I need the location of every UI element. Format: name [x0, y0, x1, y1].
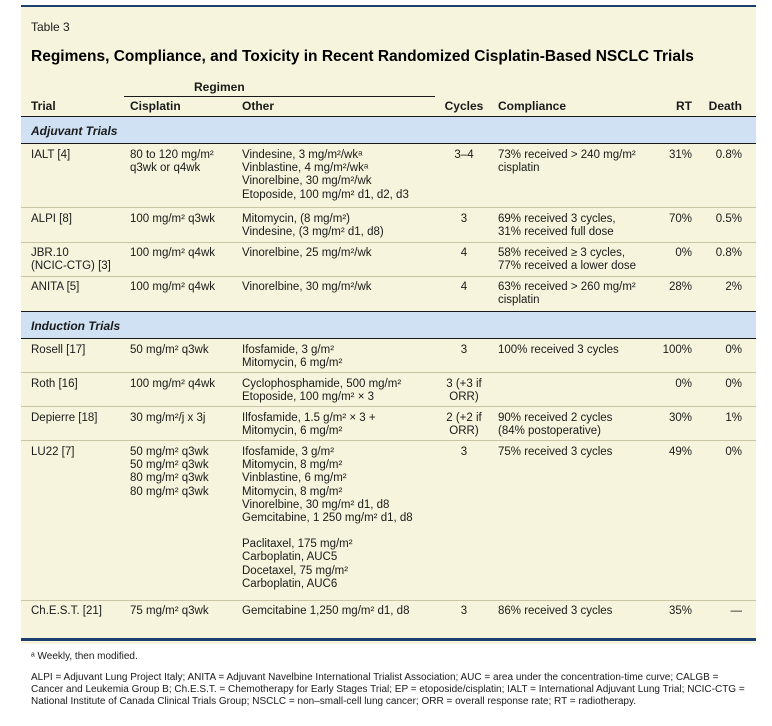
bottom-rule [21, 638, 756, 641]
cell-other-line: Mitomycin, (8 mg/m²) [242, 213, 350, 225]
cell-cycles [438, 344, 490, 357]
section-induction [21, 312, 756, 338]
cell-other-line: Ifosfamide, 3 g/m² [242, 344, 335, 356]
row-separator [21, 242, 756, 243]
footnote: ᵃ Weekly, then modified. [31, 651, 138, 662]
cell-cisplatin [130, 247, 215, 260]
cell-other-line: Vindesine, 3 mg/m²/wkᵃ [242, 149, 363, 161]
cell-cisplatin [130, 605, 209, 618]
cell-other-line: Mitomycin, 8 mg/m² [242, 459, 343, 472]
cell-trial [31, 412, 97, 425]
cell-death: 2% [725, 281, 742, 293]
abbreviations-note: ALPI = Adjuvant Lung Project Italy; ANITA = Adjuvant Navelbine International Trialist Association; AUC = area under the concentration-time curve; CALGB = Cancer and Leukemia Group B; Ch.E.S.T. = Chemotherapy for Early Stages Trial; EP = etoposide/cisplatin; IALT = International Adjuvant Lung Trial; NCIC-CTG = National Institute of Canada Clinical Trials Group; NSCLC = non–small-cell lung cancer; ORR = overall response rate; RT = radiotherapy. [31, 672, 745, 707]
cell-other-line: Vinorelbine, 30 mg/m²/wk [242, 175, 372, 188]
cell-other-line: Cyclophosphamide, 500 mg/m² [242, 378, 402, 390]
cell-rt: 28% [668, 281, 692, 293]
cell-death: 0.5% [715, 213, 742, 225]
cell-cisplatin-line: 30 mg/m²/j x 3j [130, 412, 206, 424]
cell-trial-line: Depierre [18] [31, 412, 98, 424]
cell-cycles-line: 3 [460, 344, 468, 356]
cell-trial-line: LU22 [7] [31, 446, 75, 458]
row-separator [21, 600, 756, 601]
row-separator [21, 372, 756, 373]
cell-trial-line: Roth [16] [31, 378, 78, 390]
cell-cisplatin [130, 378, 215, 391]
cell-other-line: Gemcitabine 1,250 mg/m² d1, d8 [242, 605, 410, 617]
table-title: Regimens, Compliance, and Toxicity in Recent Randomized Cisplatin-Based NSCLC Trials [31, 48, 694, 65]
cell-other [242, 213, 384, 239]
cell-cycles [438, 446, 490, 459]
cell-other [242, 247, 372, 260]
top-rule [21, 5, 756, 7]
cell-cycles-line: 2 (+2 if [446, 412, 482, 424]
cell-trial-line: Ch.E.S.T. [21] [31, 605, 102, 617]
section-adjuvant-label: Adjuvant Trials [31, 124, 118, 138]
section-induction-label: Induction Trials [31, 319, 121, 333]
cell-trial-line: Rosell [17] [31, 344, 86, 356]
cell-other [242, 446, 413, 591]
cell-rt: 70% [668, 213, 692, 225]
cell-other-line: Ifosfamide, 3 g/m² [242, 446, 335, 458]
cell-death: 0.8% [715, 247, 742, 259]
cell-cisplatin-line: 50 mg/m² q3wk [130, 344, 209, 356]
cell-rt: 49% [668, 446, 692, 458]
cell-cycles-line: 3 [460, 605, 468, 617]
cell-rt: 100% [662, 344, 692, 356]
cell-other-line: Vinorelbine, 30 mg/m²/wk [242, 281, 372, 293]
cell-cycles [438, 378, 490, 404]
cell-compliance [498, 149, 636, 175]
cell-trial [31, 213, 72, 226]
cell-trial-line: ANITA [5] [31, 281, 80, 293]
cell-compliance [498, 344, 619, 357]
cell-trial [31, 281, 79, 294]
cell-cycles [438, 247, 490, 260]
cell-cisplatin-line: 80 mg/m² q3wk [130, 472, 209, 485]
cell-death: 0% [725, 378, 742, 390]
cell-cisplatin-line: q3wk or q4wk [130, 162, 201, 175]
cell-death: — [730, 605, 742, 617]
cell-rt: 35% [668, 605, 692, 617]
cell-other-line: Docetaxel, 75 mg/m² [242, 564, 349, 577]
cell-cisplatin-line: 80 mg/m² q3wk [130, 485, 209, 498]
cell-cycles [438, 149, 490, 162]
row-separator [21, 440, 756, 441]
col-other: Other [242, 99, 275, 113]
cell-death: 0% [725, 446, 742, 458]
cell-other-line: Vinblastine, 4 mg/m²/wkᵃ [242, 162, 369, 175]
cell-cisplatin [130, 446, 209, 499]
cell-cycles-line: ORR) [449, 391, 479, 404]
cell-other-line: Vindesine, (3 mg/m² d1, d8) [242, 226, 384, 239]
cell-cisplatin-line: 75 mg/m² q3wk [130, 605, 209, 617]
cell-other-line: Paclitaxel, 175 mg/m² [242, 538, 353, 551]
cell-compliance-line: 75% received 3 cycles [498, 446, 613, 458]
cell-cisplatin-line: 100 mg/m² q4wk [130, 281, 216, 293]
cell-other-line: Vinorelbine, 30 mg/m² d1, d8 [242, 498, 390, 511]
cell-cisplatin [130, 344, 209, 357]
cell-other [242, 378, 401, 404]
cell-cycles [438, 605, 490, 618]
cell-other [242, 344, 342, 370]
cell-compliance-line: cisplatin [498, 162, 540, 175]
row-separator [21, 207, 756, 208]
cell-cisplatin-line: 100 mg/m² q3wk [130, 213, 216, 225]
cell-cycles-line: 3–4 [454, 149, 474, 161]
cell-cisplatin-line: 100 mg/m² q4wk [130, 247, 216, 259]
regimen-rule [124, 96, 435, 97]
cell-trial [31, 378, 78, 391]
cell-other-line: Mitomycin, 8 mg/m² [242, 485, 343, 498]
cell-compliance-line: 63% received > 260 mg/m² [498, 281, 636, 293]
row-separator [21, 406, 756, 407]
cell-trial-line: (NCIC-CTG) [3] [31, 260, 111, 273]
cell-other-line: Carboplatin, AUC5 [242, 551, 338, 564]
cell-other-line: Ilfosfamide, 1.5 g/m² × 3 + [242, 412, 376, 424]
cell-cisplatin [130, 149, 214, 175]
cell-other-line: Etoposide, 100 mg/m² × 3 [242, 391, 375, 404]
cell-other-line: Gemcitabine, 1 250 mg/m² d1, d8 [242, 512, 413, 525]
cell-trial [31, 446, 74, 459]
cell-compliance [498, 281, 636, 307]
cell-other-line: Etoposide, 100 mg/m² d1, d2, d3 [242, 188, 409, 201]
cell-compliance-line: (84% postoperative) [498, 425, 601, 438]
table-label: Table 3 [31, 20, 70, 34]
cell-cisplatin-line: 50 mg/m² q3wk [130, 446, 209, 458]
cell-other-line: Mitomycin, 6 mg/m² [242, 425, 343, 438]
cell-cycles [438, 213, 490, 226]
cell-other-line: Mitomycin, 6 mg/m² [242, 357, 343, 370]
cell-death: 1% [725, 412, 742, 424]
cell-other [242, 281, 372, 294]
cell-other [242, 605, 409, 618]
cell-cisplatin [130, 412, 205, 425]
col-cycles: Cycles [444, 99, 484, 113]
cell-other-line [242, 525, 413, 538]
cell-compliance-line: 90% received 2 cycles [498, 412, 613, 424]
cell-rt: 31% [668, 149, 692, 161]
col-death: Death [708, 99, 742, 113]
regimen-header: Regimen [194, 80, 245, 94]
row-separator [21, 276, 756, 277]
cell-compliance [498, 605, 612, 618]
cell-rt: 0% [675, 247, 692, 259]
col-compliance: Compliance [498, 99, 567, 113]
cell-cisplatin [130, 213, 215, 226]
cell-other-line: Carboplatin, AUC6 [242, 577, 338, 590]
cell-cycles [438, 412, 490, 438]
cell-trial-line: ALPI [8] [31, 213, 72, 225]
section-adjuvant-rule [21, 143, 756, 144]
cell-cisplatin-line: 80 to 120 mg/m² [130, 149, 214, 161]
col-trial: Trial [31, 99, 56, 113]
cell-cycles-line: 3 [460, 213, 468, 225]
cell-rt: 0% [675, 378, 692, 390]
cell-compliance-line: 69% received 3 cycles, [498, 213, 616, 225]
cell-trial [31, 149, 70, 162]
cell-compliance-line: 31% received full dose [498, 226, 614, 239]
cell-trial [31, 247, 111, 273]
cell-trial-line: JBR.10 [31, 247, 69, 259]
cell-other [242, 149, 409, 202]
cell-trial [31, 344, 85, 357]
cell-compliance-line: cisplatin [498, 294, 540, 307]
cell-cycles [438, 281, 490, 294]
section-induction-top-rule [21, 311, 756, 312]
cell-compliance-line: 73% received > 240 mg/m² [498, 149, 636, 161]
cell-compliance-line: 86% received 3 cycles [498, 605, 613, 617]
cell-cycles-line: 4 [460, 247, 468, 259]
col-cisplatin: Cisplatin [130, 99, 181, 113]
cell-compliance [498, 412, 612, 438]
cell-cisplatin-line: 100 mg/m² q4wk [130, 378, 216, 390]
section-adjuvant [21, 117, 756, 143]
cell-cisplatin-line: 50 mg/m² q3wk [130, 459, 209, 472]
cell-cycles-line: 3 [460, 446, 468, 458]
cell-cycles-line: 4 [460, 281, 468, 293]
section-induction-rule [21, 338, 756, 339]
cell-compliance [498, 247, 636, 273]
cell-death: 0.8% [715, 149, 742, 161]
col-rt: RT [676, 99, 692, 113]
cell-rt: 30% [668, 412, 692, 424]
cell-compliance-line: 100% received 3 cycles [498, 344, 619, 356]
cell-other-line: Vinorelbine, 25 mg/m²/wk [242, 247, 372, 259]
cell-other-line: Vinblastine, 6 mg/m² [242, 472, 347, 485]
cell-cycles-line: 3 (+3 if [446, 378, 482, 390]
cell-death: 0% [725, 344, 742, 356]
cell-trial-line: IALT [4] [31, 149, 71, 161]
cell-cisplatin [130, 281, 215, 294]
cell-other [242, 412, 376, 438]
cell-compliance [498, 213, 616, 239]
cell-compliance-line: 77% received a lower dose [498, 260, 637, 273]
cell-compliance-line: 58% received ≥ 3 cycles, [498, 247, 626, 259]
cell-cycles-line: ORR) [449, 425, 479, 438]
cell-compliance [498, 446, 612, 459]
cell-trial [31, 605, 102, 618]
